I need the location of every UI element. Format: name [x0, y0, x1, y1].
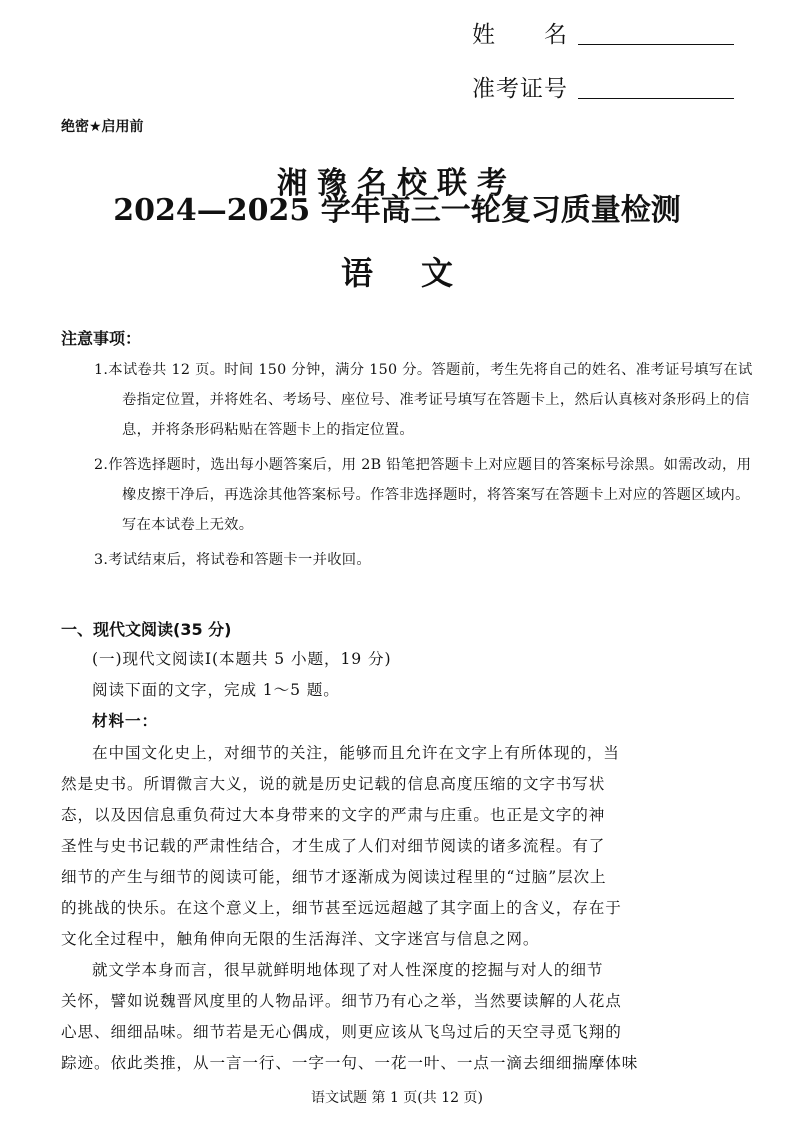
exam-subtitle: 2024—2025 学年高三一轮复习质量检测: [113, 193, 681, 228]
note-item-1: 1.本试卷共 12 页。时间 150 分钟，满分 150 分。答题前，考生先将自己的姓名、准考证号填写在试卷指定位置，并将姓名、考场号、座位号、准考证号填写在答题卡上，然后认真核对条形码上的信息，并将条形码粘贴在答题卡上的指定位置。: [94, 362, 753, 438]
subject-title: 语文: [340, 254, 501, 292]
passage-line: 圣性与史书记载的严肃性结合，才生成了人们对细节阅读的诸多流程。有了: [61, 837, 606, 855]
exam-title: 湘豫名校联考: [277, 166, 517, 201]
passage-line: 细节的产生与细节的阅读可能，细节才逐渐成为阅读过程里的“过脑”层次上: [61, 868, 607, 886]
passage-line: 关怀，譬如说魏晋风度里的人物品评。细节乃有心之举，当然要读解的人花点: [61, 992, 622, 1010]
passage-line: 态，以及因信息重负荷过大本身带来的文字的严肃与庄重。也正是文字的神: [61, 806, 606, 824]
notes-heading: 注意事项：: [61, 329, 142, 348]
material-label: 材料一：: [92, 712, 158, 730]
passage-line: 心思、细细品味。细节若是无心偶成，则更应该从飞鸟过后的天空寻觅飞翔的: [61, 1023, 622, 1041]
page-footer: 语文试题 第 1 页(共 12 页): [311, 1090, 483, 1106]
note-item-3: 3.考试结束后，将试卷和答题卡一并收回。: [94, 552, 371, 568]
note-item-2: 2.作答选择题时，选出每小题答案后，用 2B 铅笔把答题卡上对应题目的答案标号涂黑。如需改动，用橡皮擦干净后，再选涂其他答案标号。作答非选择题时，将答案写在答题卡上对应的答题区域内。写在本试卷上无效。: [94, 457, 752, 533]
instruction: 阅读下面的文字，完成 1～5 题。: [92, 681, 340, 699]
section-heading: 一、现代文阅读(35 分): [61, 620, 232, 639]
passage-line: 就文学本身而言，很早就鲜明地体现了对人性深度的挖掘与对人的细节: [92, 961, 604, 979]
exam-id-label: 准考证号: [472, 76, 568, 102]
secret-mark: 绝密★启用前: [61, 119, 144, 135]
passage-line: 在中国文化史上，对细节的关注，能够而且允许在文字上有所体现的，当: [92, 744, 620, 762]
passage-line: 文化全过程中，触角伸向无限的生活海洋、文字迷宫与信息之网。: [61, 930, 540, 948]
passage-line: 踪迹。依此类推，从一言一行、一字一句、一花一叶、一点一滴去细细揣摩体味: [61, 1054, 639, 1072]
sub-section-heading: (一)现代文阅读Ⅰ(本题共 5 小题，19 分): [92, 650, 392, 668]
passage-line: 的挑战的快乐。在这个意义上，细节甚至远远超越了其字面上的含义，存在于: [61, 899, 622, 917]
name-label: 姓 名: [472, 22, 568, 48]
passage-line: 然是史书。所谓微言大义，说的就是历史记载的信息高度压缩的文字书写状: [61, 775, 606, 793]
exam-id-field[interactable]: [578, 98, 734, 99]
name-field[interactable]: [578, 44, 734, 45]
